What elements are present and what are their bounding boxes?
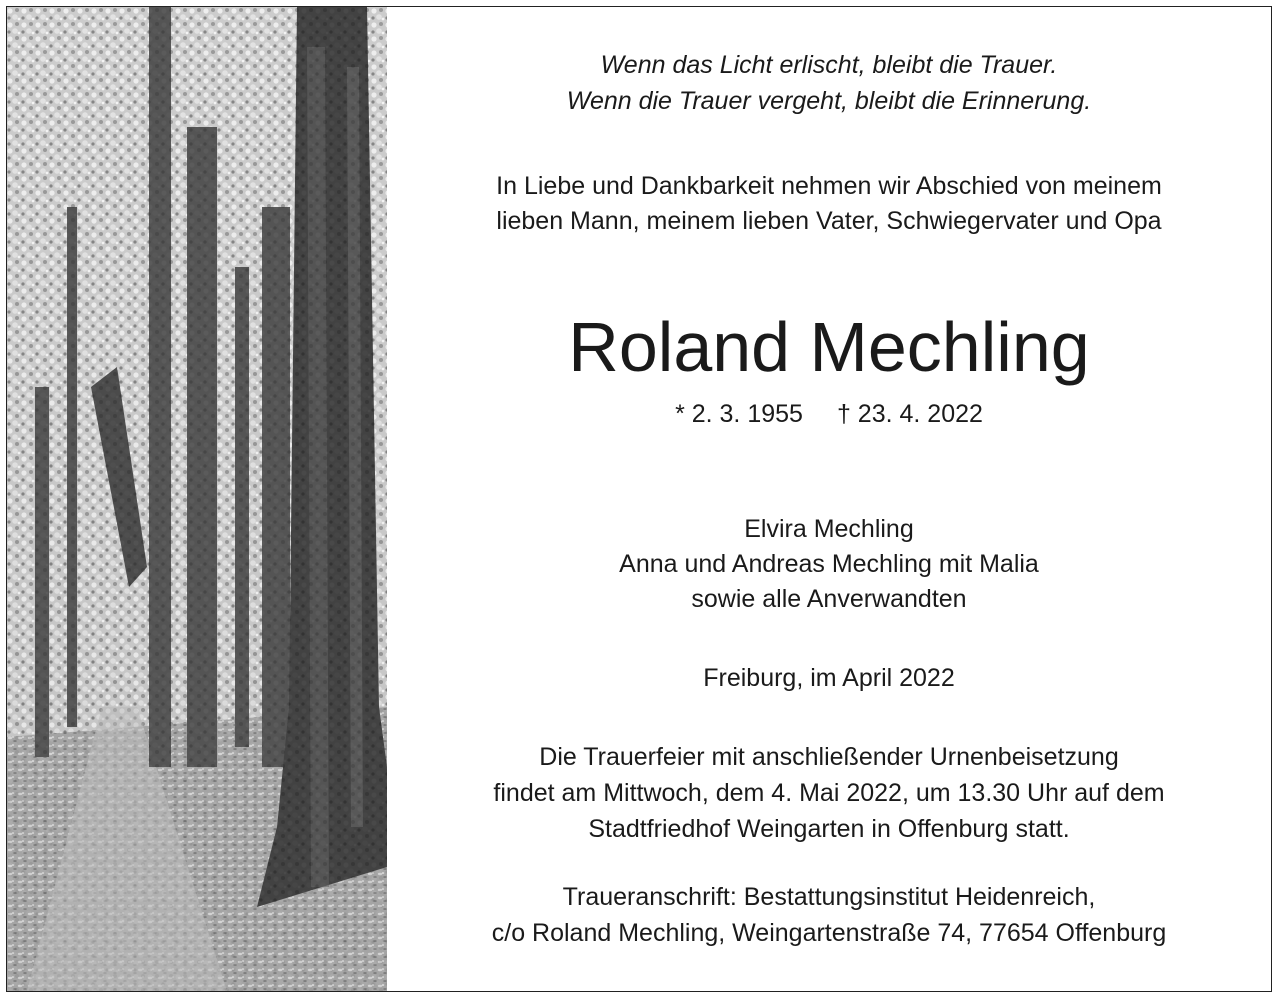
birth-date: * 2. 3. 1955 — [675, 400, 803, 428]
forest-photo — [7, 7, 387, 991]
funeral-service-info — [387, 739, 1271, 847]
mourners-list — [387, 512, 1271, 617]
mourning-address — [387, 879, 1271, 951]
mourner-line: Elvira Mechling — [744, 515, 914, 543]
life-dates — [387, 399, 1271, 429]
deceased-name: Roland Mechling — [568, 308, 1090, 386]
service-line: Stadtfriedhof Weingarten in Offenburg statt. — [588, 815, 1070, 843]
motto-line: Wenn die Trauer vergeht, bleibt die Erinnerung. — [566, 87, 1092, 115]
obituary-notice — [6, 6, 1272, 992]
farewell-intro — [387, 169, 1271, 239]
notice-text — [387, 7, 1271, 991]
address-line: Traueranschrift: Bestattungsinstitut Heidenreich, — [562, 883, 1096, 911]
motto-line: Wenn das Licht erlischt, bleibt die Trauer. — [600, 51, 1058, 79]
intro-line: lieben Mann, meinem lieben Vater, Schwiegervater und Opa — [496, 207, 1162, 235]
mourner-line: Anna und Andreas Mechling mit Malia — [619, 550, 1039, 578]
intro-line: In Liebe und Dankbarkeit nehmen wir Abschied von meinem — [496, 172, 1162, 200]
death-date: † 23. 4. 2022 — [836, 400, 983, 428]
mourner-line: sowie alle Anverwandten — [691, 585, 967, 613]
service-line: findet am Mittwoch, dem 4. Mai 2022, um 13.30 Uhr auf dem — [493, 779, 1165, 807]
memorial-motto — [387, 47, 1271, 119]
address-line: c/o Roland Mechling, Weingartenstraße 74, 77654 Offenburg — [491, 919, 1167, 947]
service-line: Die Trauerfeier mit anschließender Urnenbeisetzung — [539, 743, 1119, 771]
place-date: Freiburg, im April 2022 — [703, 664, 955, 692]
